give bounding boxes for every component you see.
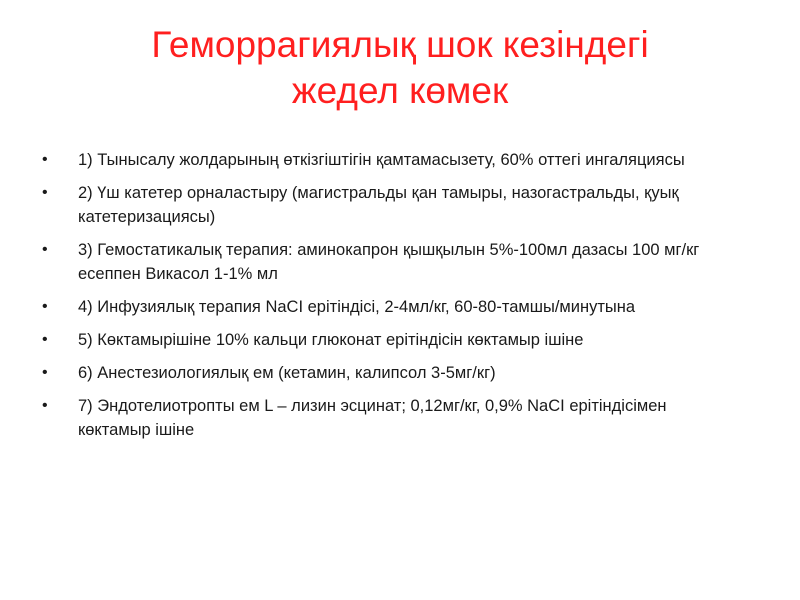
bullet-item-1 [40, 148, 730, 172]
bullet-icon: • [42, 298, 48, 315]
bullet-icon: • [42, 364, 48, 381]
bullet-item-7 [40, 394, 730, 442]
bullet-text: 4) Инфузиялық терапия NaCI ерітіндісі, 2-4мл/кг, 60-80-тамшы/минутына [78, 298, 636, 316]
bullet-item-4 [40, 295, 730, 319]
bullet-icon: • [42, 397, 48, 414]
bullet-icon: • [42, 331, 48, 348]
bullet-icon: • [42, 184, 48, 201]
bullet-item-5 [40, 328, 730, 352]
bullet-text: 7) Эндотелиотропты ем L – лизин эсцинат; 0,12мг/кг, 0,9% NaCI ерітіндісімен көктамыр ішіне [78, 397, 667, 439]
slide-title-line-2: жедел көмек [291, 70, 509, 111]
slide-title [40, 22, 760, 114]
bullet-icon: • [42, 151, 48, 168]
slide-title-line-1: Геморрагиялық шок кезіндегі [151, 24, 649, 65]
bullet-text: 5) Көктамырішіне 10% кальци глюконат ерітіндісін көктамыр ішіне [78, 331, 584, 349]
bullet-text: 3) Гемостатикалық терапия: аминокапрон қышқылын 5%-100мл дазасы 100 мг/кг есеппен Викасол 1-1% мл [78, 241, 700, 283]
bullet-text: 2) Үш катетер орналастыру (магистральды қан тамыры, назогастральды, қуық катетеризациясы) [78, 184, 679, 226]
bullet-item-3 [40, 238, 730, 286]
bullet-list [40, 148, 730, 451]
bullet-text: 1) Тынысалу жолдарының өткізгіштігін қамтамасызету, 60% оттегі ингаляциясы [78, 151, 685, 169]
bullet-icon: • [42, 241, 48, 258]
bullet-item-6 [40, 361, 730, 385]
bullet-item-2 [40, 181, 730, 229]
bullet-text: 6) Анестезиологиялық ем (кетамин, калипсол 3-5мг/кг) [78, 364, 496, 382]
